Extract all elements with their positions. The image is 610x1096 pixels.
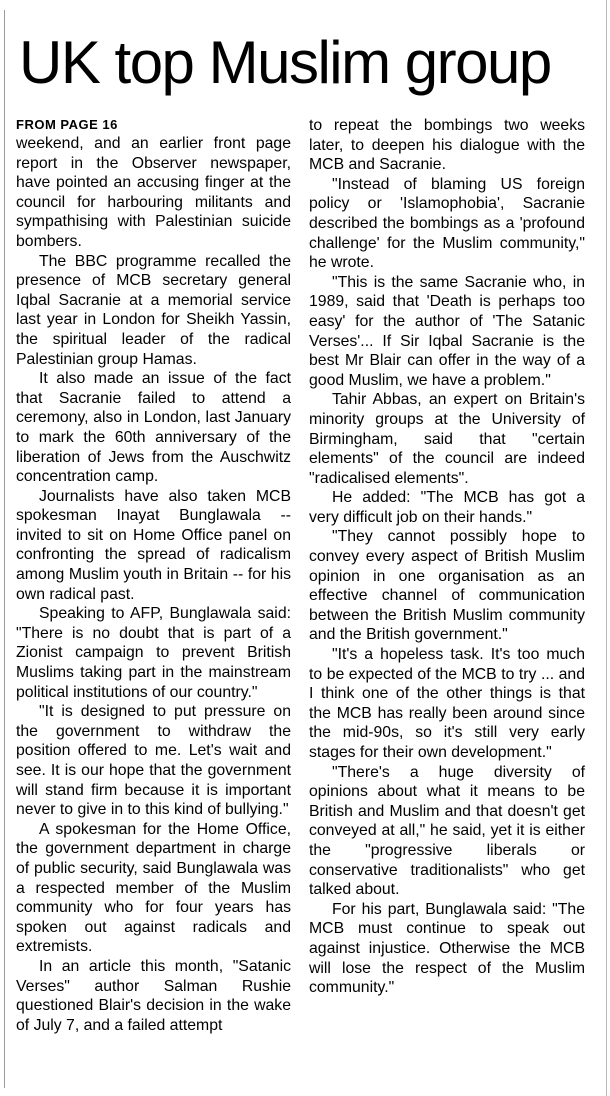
paragraph: to repeat the bombings two weeks later, to deepen his dialogue with the MCB and Sacranie. <box>309 117 585 174</box>
continuation-kicker: FROM PAGE 16 <box>16 117 118 132</box>
paragraph: Tahir Abbas, an expert on Britain's minority groups at the University of Birmingham, said that "certain elements" of the council are indeed "radicalised elements". <box>309 391 585 487</box>
paragraph: "Instead of blaming US foreign policy or 'Islamophobia', Sacranie described the bombings as a 'profound challenge' for the Muslim community," he wrote. <box>309 175 585 272</box>
paragraph: For his part, Bunglawala said: "The MCB must continue to speak out against injustice. Otherwise the MCB will lose the respect of the Muslim community." <box>309 900 585 997</box>
paragraph: "It's a hopeless task. It's too much to be expected of the MCB to try ... and I think one of the other things is that the MCB has really been around since the mid-90s, so it's still very early stages for their own development." <box>309 646 585 761</box>
paragraph: weekend, and an earlier front page report in the Observer newspaper, have pointed an accusing finger at the council for harbouring militants and sympathising with Palestinian suicide bombers. <box>16 135 291 250</box>
paragraph: It also made an issue of the fact that Sacranie failed to attend a ceremony, also in London, last January to mark the 60th anniversary of the liberation of Jews from the Auschwitz concentration camp. <box>16 370 291 486</box>
paragraph: "It is designed to put pressure on the government to withdraw the position offered to me. Let's wait and see. It is our hope that the government will stand firm because it is important never to give in to this kind of bullying." <box>16 703 291 819</box>
paragraph: He added: "The MCB has got a very difficult job on their hands." <box>309 489 585 526</box>
left-margin-rule <box>4 10 5 1088</box>
headline: UK top Muslim group <box>19 29 551 96</box>
paragraph: "They cannot possibly hope to convey every aspect of British Muslim opinion in one organisation as an effective channel of communication between the British Muslim community and the British government." <box>309 528 585 644</box>
paragraph: "There's a huge diversity of opinions about what it means to be British and Muslim and that doesn't get conveyed at all," he said, yet it is either the "progressive liberals or conservative traditionalists" who get talked about. <box>309 763 585 899</box>
right-margin-rule <box>606 0 607 1096</box>
paragraph: The BBC programme recalled the presence of MCB secretary general Iqbal Sacranie at a memorial service last year in London for Sheikh Yassin, the spiritual leader of the radical Palestinian group Hamas. <box>16 252 291 368</box>
paragraph: A spokesman for the Home Office, the government department in charge of public security, said Bunglawala was a respected member of the Muslim community who for four years has spoken out against radicals and extremists. <box>16 820 291 956</box>
paragraph: "This is the same Sacranie who, in 1989, said that 'Death is perhaps too easy' for the author of 'The Satanic Verses'... If Sir Iqbal Sacranie is the best Mr Blair can offer in the way of a good Muslim, we have a problem." <box>309 273 585 389</box>
article-column-right <box>309 116 585 998</box>
paragraph: In an article this month, "Satanic Verses" author Salman Rushie questioned Blair's decision in the wake of July 7, and a failed attempt <box>16 957 291 1034</box>
paragraph: Journalists have also taken MCB spokesman Inayat Bunglawala -- invited to sit on Home Office panel on confronting the spread of radicalism among Muslim youth in Britain -- for his own radical past. <box>16 487 291 603</box>
article-column-left <box>16 116 291 1035</box>
paragraph: Speaking to AFP, Bunglawala said: "There is no doubt that is part of a Zionist campaign to prevent British Muslims taking part in the mainstream political institutions of our country." <box>16 605 291 701</box>
